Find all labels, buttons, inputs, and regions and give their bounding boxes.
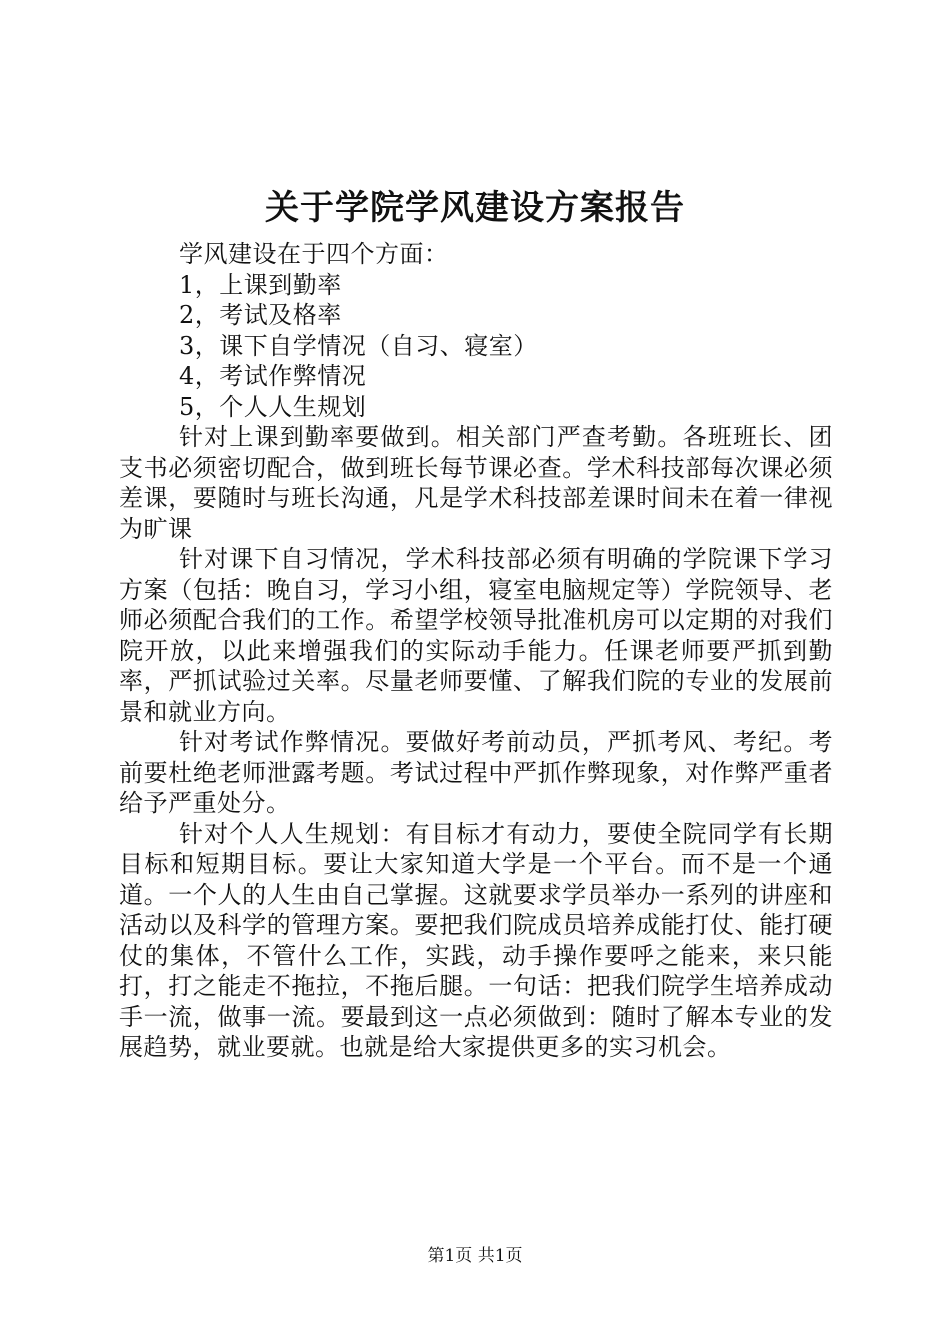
page-number-footer: 第1页 共1页 <box>427 1246 523 1266</box>
intro-line: 学风建设在于四个方面： <box>179 240 449 268</box>
list-item: 3，课下自学情况（自习、寝室） <box>179 331 538 360</box>
list-item: 2，考试及格率 <box>179 301 342 329</box>
list-item: 4，考试作弊情况 <box>179 362 367 390</box>
paragraph-life-planning: 针对个人人生规划：有目标才有动力，要使全院同学有长期目标和短期目标。要让大家知道大学是一个平台。而不是一个通道。一个人的人生由自己掌握。这就要求学员举办一系列的讲座和活动以及科学的管理方案。要把我们院成员培养成能打仗、能打硬仗的集体，不管什么工作，实践，动手操作要呼之能来，来只能打，打之能走不拖拉，不拖后腿。一句话：把我们院学生培养成动手一流，做事一流。要最到这一点必须做到：随时了解本专业的发展趋势，就业要就。也就是给大家提供更多的实习机会。 <box>119 819 833 1061</box>
list-item: 5，个人人生规划 <box>179 392 367 421</box>
paragraph-self-study: 针对课下自习情况，学术科技部必须有明确的学院课下学习方案（包括：晚自习，学习小组，寝室电脑规定等）学院领导、老师必须配合我们的工作。希望学校领导批准机房可以定期的对我们院开放，以此来增强我们的实际动手能力。任课老师要严抓到勤率，严抓试验过关率。尽量老师要懂、了解我们院的专业的发展前景和就业方向。 <box>119 545 833 726</box>
paragraph-exam-cheating: 针对考试作弊情况。要做好考前动员，严抓考风、考纪。考前要杜绝老师泄露考题。考试过程中严抓作弊现象，对作弊严重者给予严重处分。 <box>119 728 833 817</box>
paragraph-attendance: 针对上课到勤率要做到。相关部门严查考勤。各班班长、团支书必须密切配合，做到班长每节课必查。学术科技部每次课必须差课，要随时与班长沟通，凡是学术科技部差课时间未在着一律视为旷课 <box>119 423 833 543</box>
document-body <box>119 239 833 1063</box>
list-item: 1，上课到勤率 <box>179 270 342 299</box>
document-title: 关于学院学风建设方案报告 <box>265 188 685 228</box>
